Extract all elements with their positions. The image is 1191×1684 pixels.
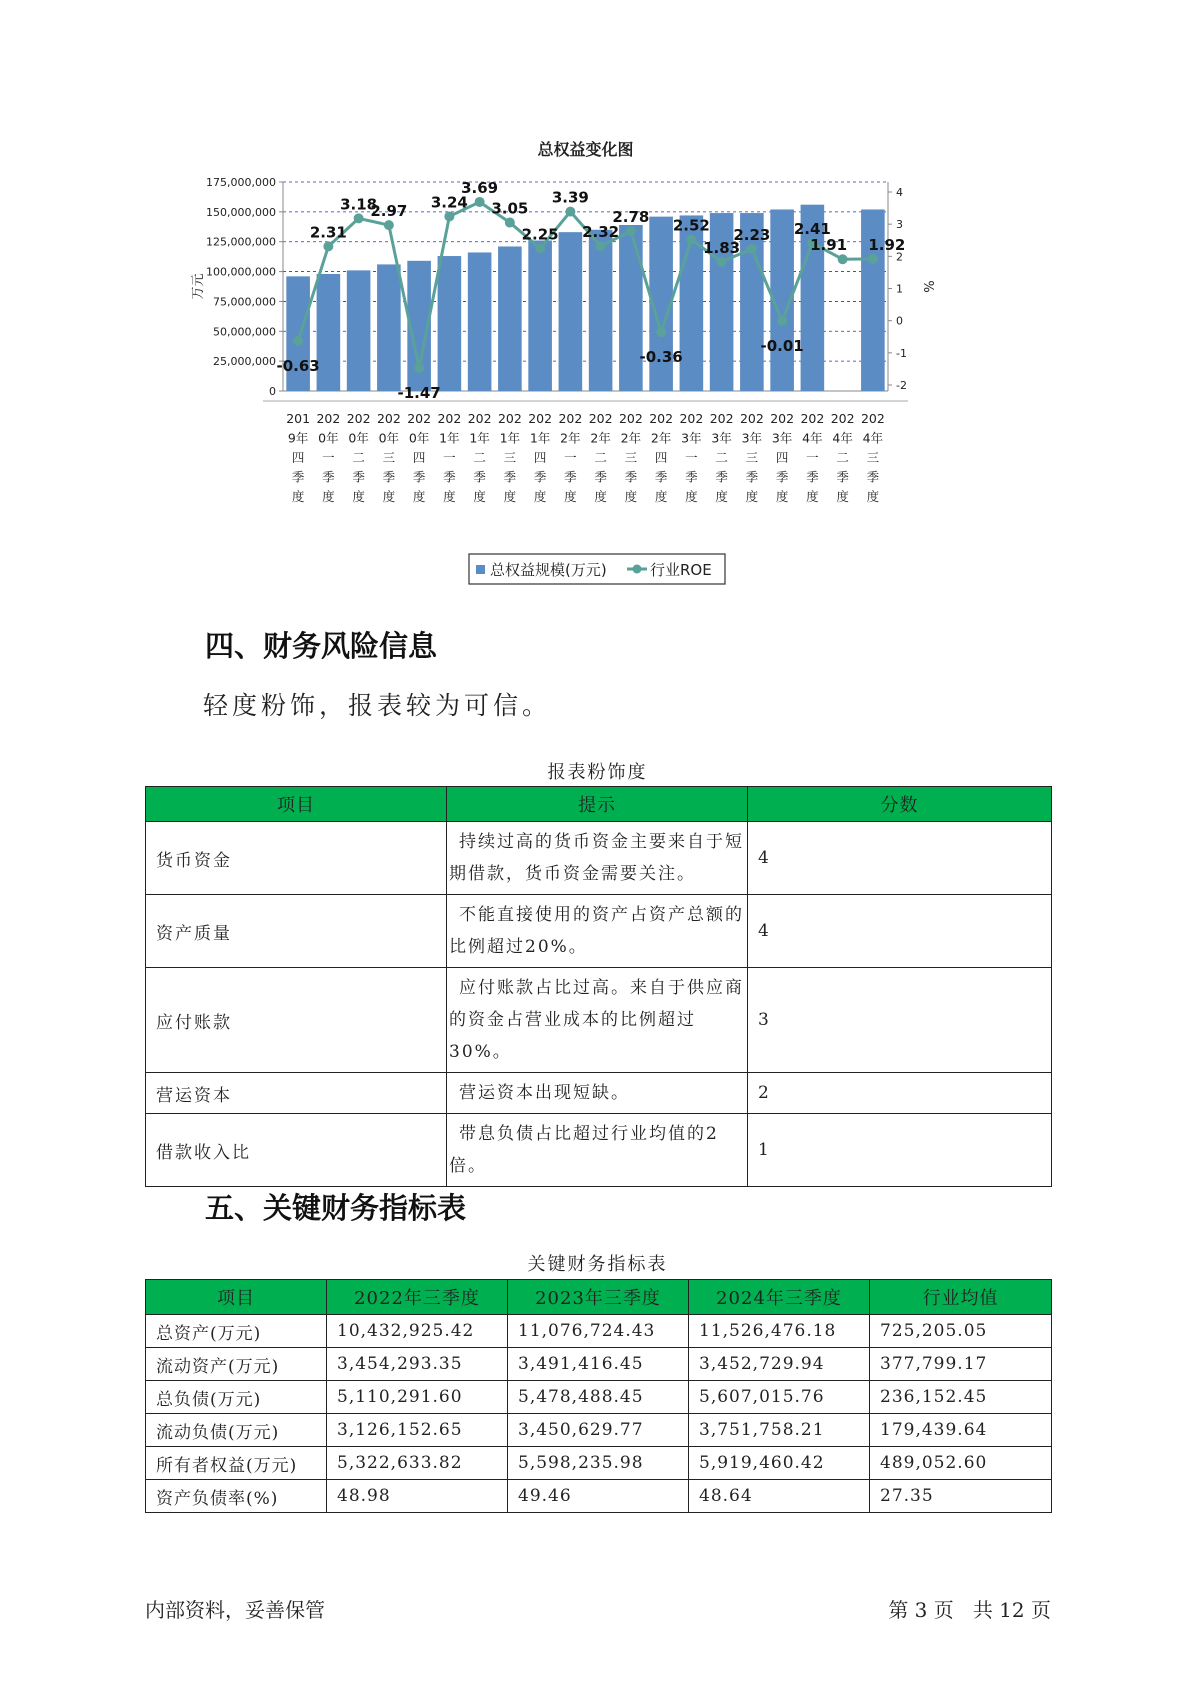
chart-x-tick-label: 季 [503,469,517,485]
fin-value-cell: 11,526,476.18 [689,1315,870,1348]
chart-roe-point [565,207,575,217]
chart-x-tick-label: 4年 [862,430,884,446]
fin-table-header [146,1280,1052,1315]
chart-x-tick-label: 一 [806,450,819,465]
chart-x-tick-label: 季 [412,469,426,485]
chart-roe-data-label: 3.69 [461,178,499,197]
chart-roe-data-label: 1.91 [810,236,848,255]
chart-roe-data-label: 2.23 [733,225,771,244]
chart-x-tick-label: 0年 [408,430,430,446]
chart-bar [347,270,371,391]
fin-value-cell: 48.98 [327,1480,508,1513]
chart-x-tick-label: 季 [775,469,789,485]
fin-value-cell: 3,450,629.77 [508,1414,689,1447]
equity-chart-svg [178,140,1018,590]
fin-table-row [146,1315,1052,1348]
fin-value-cell: 377,799.17 [870,1348,1052,1381]
chart-x-tick-label: 202 [739,411,764,426]
chart-left-tick-label: 100,000,000 [206,265,276,279]
chart-x-tick-label: 一 [564,450,577,465]
chart-right-tick-label: 1 [896,282,903,296]
chart-x-tick-label: 202 [679,411,704,426]
chart-x-tick-label: 季 [624,469,638,485]
risk-summary: 轻度粉饰，报表较为可信。 [203,691,552,720]
fin-header-cell: 项目 [146,1280,327,1315]
fin-table-row [146,1447,1052,1480]
risk-item-cell: 借款收入比 [146,1114,447,1187]
fin-value-cell: 3,452,729.94 [689,1348,870,1381]
fin-table-caption: 关键财务指标表 [527,1254,668,1275]
chart-roe-point [505,218,515,228]
chart-x-tick-label: 202 [346,411,371,426]
chart-x-tick-label: 季 [654,469,668,485]
chart-x-tick-label: 1年 [439,430,460,446]
chart-x-tick-label: 季 [473,469,486,485]
fin-value-cell: 49.46 [508,1480,689,1513]
chart-roe-point [868,254,878,264]
chart-x-tick-label: 度 [322,489,335,504]
chart-x-tick-label: 4年 [802,430,823,446]
chart-roe-point [384,220,394,230]
chart-right-tick-label: -2 [896,379,907,392]
fin-item-cell: 所有者权益(万元) [146,1447,327,1480]
chart-roe-data-label: 3.05 [491,199,529,218]
chart-bar [377,264,401,391]
chart-roe-data-label: 2.78 [612,208,650,227]
fin-value-cell: 3,491,416.45 [508,1348,689,1381]
chart-x-tick-label: 0年 [378,430,400,446]
chart-x-tick-label: 季 [866,469,880,485]
chart-roe-data-label: -1.47 [397,383,441,402]
fin-value-cell: 725,205.05 [870,1315,1052,1348]
risk-table-caption: 报表粉饰度 [547,762,648,783]
chart-x-tick-label: 季 [443,469,456,485]
chart-x-tick-label: 度 [533,489,547,504]
risk-item-cell: 应付账款 [146,968,447,1073]
chart-x-tick-label: 1年 [499,430,521,446]
risk-item-cell: 资产质量 [146,895,447,968]
fin-value-cell: 489,052.60 [870,1447,1052,1480]
chart-x-tick-label: 度 [775,489,789,504]
chart-x-tick-label: 4年 [832,430,853,446]
chart-right-tick-label: -1 [896,346,907,360]
footer-page-number: 第 3 页 共 12 页 [888,1598,1051,1622]
chart-x-tick-label: 2年 [560,430,581,446]
fin-value-cell: 5,919,460.42 [689,1447,870,1480]
chart-x-tick-label: 度 [624,489,638,504]
chart-x-tick-label: 202 [830,411,855,426]
chart-roe-data-label: 1.92 [868,235,906,254]
chart-roe-point [596,241,606,251]
chart-x-tick-label: 3年 [771,430,793,446]
chart-roe-data-label: -0.01 [760,336,804,355]
chart-roe-point [535,243,545,253]
chart-left-tick-label: 125,000,000 [206,235,276,249]
fin-item-cell: 流动负债(万元) [146,1414,327,1447]
chart-x-tick-label: 二 [715,450,728,465]
chart-roe-point [656,327,666,337]
chart-x-tick-label: 度 [866,489,880,504]
chart-left-tick-label: 0 [269,385,276,398]
chart-x-tick-label: 二 [836,450,849,465]
chart-x-tick-label: 度 [806,489,819,504]
fin-value-cell: 5,478,488.45 [508,1381,689,1414]
chart-legend-line-marker [633,565,642,574]
chart-legend-bar-swatch [476,565,485,574]
fin-table-body [146,1315,1052,1513]
chart-x-tick-label: 二 [352,450,365,465]
chart-x-tick-label: 季 [745,469,759,485]
chart-x-tick-label: 四 [775,450,789,465]
fin-value-cell: 236,152.45 [870,1381,1052,1414]
fin-header-cell: 2024年三季度 [689,1280,870,1315]
chart-x-tick-label: 0年 [318,430,339,446]
chart-x-tick-label: 度 [715,489,728,504]
chart-x-tick-label: 一 [685,450,698,465]
risk-score-cell: 2 [748,1073,1052,1114]
chart-x-tick-label: 202 [618,411,643,426]
risk-tip-cell: 不能直接使用的资产占资产总额的比例超过20%。 [447,895,748,968]
chart-bar [559,232,583,391]
chart-right-tick-label: 3 [896,218,903,232]
risk-item-cell: 营运资本 [146,1073,447,1114]
fin-value-cell: 5,607,015.76 [689,1381,870,1414]
chart-roe-point [626,226,636,236]
chart-bar [528,241,552,391]
chart-x-tick-label: 四 [412,450,426,465]
chart-left-tick-label: 175,000,000 [206,176,276,189]
chart-x-tick-label: 1年 [529,430,551,446]
risk-section-title: 四、财务风险信息 [205,629,438,663]
fin-value-cell: 5,598,235.98 [508,1447,689,1480]
chart-x-tick-label: 季 [806,469,819,485]
chart-bar [589,230,613,391]
risk-tip-cell: 持续过高的货币资金主要来自于短期借款，货币资金需要关注。 [447,822,748,895]
chart-x-tick-label: 度 [836,489,849,504]
chart-x-tick-label: 2年 [620,430,642,446]
chart-x-tick-label: 度 [745,489,759,504]
fin-header-cell: 2022年三季度 [327,1280,508,1315]
chart-x-tick-label: 0年 [348,430,369,446]
chart-x-tick-label: 季 [564,469,577,485]
chart-bar [498,246,522,391]
chart-x-tick-label: 度 [352,489,365,504]
chart-x-tick-label: 202 [800,411,825,426]
risk-score-cell: 1 [748,1114,1052,1187]
chart-x-tick-label: 2年 [650,430,672,446]
equity-chart [178,140,1018,590]
chart-x-tick-label: 季 [715,469,728,485]
chart-x-tick-label: 202 [860,411,885,426]
footer-confidential: 内部资料，妥善保管 [145,1598,325,1622]
chart-x-tick-label: 度 [382,489,396,504]
risk-table-row [146,822,1052,895]
chart-x-tick-label: 二 [473,450,486,465]
chart-x-tick-label: 度 [594,489,607,504]
chart-x-tick-label: 202 [316,411,341,426]
chart-roe-data-label: 2.52 [672,216,710,235]
risk-header-cell: 分数 [748,787,1052,822]
chart-right-axis-label: % [920,280,935,293]
risk-table-body [146,822,1052,1187]
chart-roe-point [686,235,696,245]
chart-x-tick-label: 2年 [590,430,611,446]
chart-x-tick-label: 四 [291,450,305,465]
chart-x-tick-label: 季 [594,469,607,485]
chart-x-tick-label: 202 [649,411,674,426]
fin-value-cell: 27.35 [870,1480,1052,1513]
chart-roe-data-label: -0.36 [639,348,683,367]
risk-score-cell: 3 [748,968,1052,1073]
chart-roe-data-label: 2.31 [309,223,347,242]
fin-value-cell: 48.64 [689,1480,870,1513]
chart-roe-point [747,244,757,254]
risk-table-header [146,787,1052,822]
chart-x-tick-label: 季 [322,469,335,485]
fin-value-cell: 179,439.64 [870,1414,1052,1447]
fin-value-cell: 10,432,925.42 [327,1315,508,1348]
chart-x-tick-label: 季 [836,469,849,485]
fin-value-cell: 5,322,633.82 [327,1447,508,1480]
chart-left-tick-label: 50,000,000 [213,325,276,339]
chart-right-tick-label: 0 [896,314,903,328]
chart-roe-data-label: 3.24 [430,193,468,212]
chart-x-tick-label: 一 [443,450,456,465]
chart-title: 总权益变化图 [537,140,634,159]
chart-x-tick-label: 202 [528,411,553,426]
chart-roe-data-label: 3.18 [340,195,378,214]
chart-roe-data-label: 2.41 [793,220,831,239]
chart-x-tick-label: 度 [412,489,426,504]
chart-x-tick-label: 3年 [741,430,763,446]
risk-item-cell: 货币资金 [146,822,447,895]
chart-left-tick-label: 25,000,000 [213,355,276,369]
chart-x-tick-label: 三 [624,450,638,465]
chart-left-tick-label: 75,000,000 [213,295,276,309]
chart-bar [468,252,492,391]
chart-x-tick-label: 202 [467,411,492,426]
chart-x-tick-label: 9年 [287,430,309,446]
fin-value-cell: 5,110,291.60 [327,1381,508,1414]
chart-x-tick-label: 季 [533,469,547,485]
fin-item-cell: 资产负债率(%) [146,1480,327,1513]
chart-roe-data-label: 1.83 [703,238,741,257]
chart-roe-point [414,363,424,373]
fin-item-cell: 总资产(万元) [146,1315,327,1348]
chart-roe-point [293,336,303,346]
chart-x-tick-label: 202 [558,411,583,426]
chart-x-tick-label: 二 [594,450,607,465]
chart-bar [317,274,341,391]
fin-value-cell: 11,076,724.43 [508,1315,689,1348]
chart-x-tick-label: 三 [745,450,759,465]
chart-x-tick-label: 202 [497,411,522,426]
fin-table-row [146,1480,1052,1513]
risk-table [145,786,1052,1187]
fin-item-cell: 总负债(万元) [146,1381,327,1414]
fin-value-cell: 3,126,152.65 [327,1414,508,1447]
risk-score-cell: 4 [748,895,1052,968]
chart-x-tick-label: 三 [503,450,517,465]
chart-x-tick-label: 202 [588,411,613,426]
risk-table-row [146,1073,1052,1114]
fin-header-cell: 2023年三季度 [508,1280,689,1315]
chart-roe-point [444,211,454,221]
chart-bar [438,256,462,391]
chart-x-tick-label: 1年 [469,430,490,446]
chart-x-tick-label: 3年 [711,430,732,446]
fin-table-row [146,1348,1052,1381]
fin-value-cell: 3,454,293.35 [327,1348,508,1381]
chart-x-tick-label: 202 [437,411,462,426]
chart-roe-data-label: 2.25 [521,225,559,244]
chart-x-tick-label: 度 [473,489,486,504]
risk-tip-cell: 带息负债占比超过行业均值的2倍。 [447,1114,748,1187]
keyfin-section-title: 五、关键财务指标表 [205,1191,467,1225]
chart-right-tick-label: 4 [896,186,903,199]
risk-table-row [146,1114,1052,1187]
chart-legend-line-label: 行业ROE [650,561,712,579]
chart-x-tick-label: 201 [286,411,311,426]
chart-roe-data-label: -0.63 [276,356,320,375]
chart-x-tick-label: 度 [564,489,577,504]
fin-header-cell: 行业均值 [870,1280,1052,1315]
chart-x-tick-label: 202 [770,411,795,426]
chart-roe-point [777,316,787,326]
chart-x-tick-label: 三 [866,450,880,465]
chart-x-tick-label: 202 [709,411,734,426]
risk-header-cell: 项目 [146,787,447,822]
fin-table-row [146,1381,1052,1414]
risk-header-cell: 提示 [447,787,748,822]
chart-x-tick-label: 度 [443,489,456,504]
fin-table-row [146,1414,1052,1447]
chart-x-tick-label: 202 [407,411,432,426]
chart-x-tick-label: 季 [382,469,396,485]
chart-x-tick-label: 3年 [681,430,702,446]
chart-x-tick-label: 四 [654,450,668,465]
chart-roe-data-label: 2.97 [370,202,408,221]
risk-tip-cell: 营运资本出现短缺。 [447,1073,748,1114]
chart-roe-data-label: 2.32 [582,223,620,242]
risk-score-cell: 4 [748,822,1052,895]
chart-x-tick-label: 度 [503,489,517,504]
chart-roe-point [354,213,364,223]
chart-x-tick-label: 202 [376,411,401,426]
risk-tip-cell: 应付账款占比过高。来自于供应商的资金占营业成本的比例超过30%。 [447,968,748,1073]
risk-table-row [146,968,1052,1073]
chart-x-tick-label: 季 [685,469,698,485]
chart-x-tick-label: 季 [291,469,305,485]
chart-roe-point [475,197,485,207]
chart-x-tick-label: 一 [322,450,335,465]
chart-x-tick-label: 度 [654,489,668,504]
chart-roe-point [717,257,727,267]
fin-value-cell: 3,751,758.21 [689,1414,870,1447]
chart-roe-point [838,254,848,264]
chart-roe-point [323,241,333,251]
chart-x-tick-label: 季 [352,469,365,485]
chart-x-tick-label: 三 [382,450,396,465]
chart-legend-bar-label: 总权益规模(万元) [490,561,607,579]
chart-roe-data-label: 3.39 [551,188,589,207]
chart-x-tick-label: 度 [685,489,698,504]
chart-left-axis-label: 万元 [191,273,206,300]
chart-left-tick-label: 150,000,000 [206,205,276,219]
fin-table [145,1279,1052,1513]
risk-table-row [146,895,1052,968]
chart-right-tick-label: 2 [896,250,903,264]
chart-x-tick-label: 四 [533,450,547,465]
chart-x-tick-label: 度 [291,489,305,504]
fin-item-cell: 流动资产(万元) [146,1348,327,1381]
